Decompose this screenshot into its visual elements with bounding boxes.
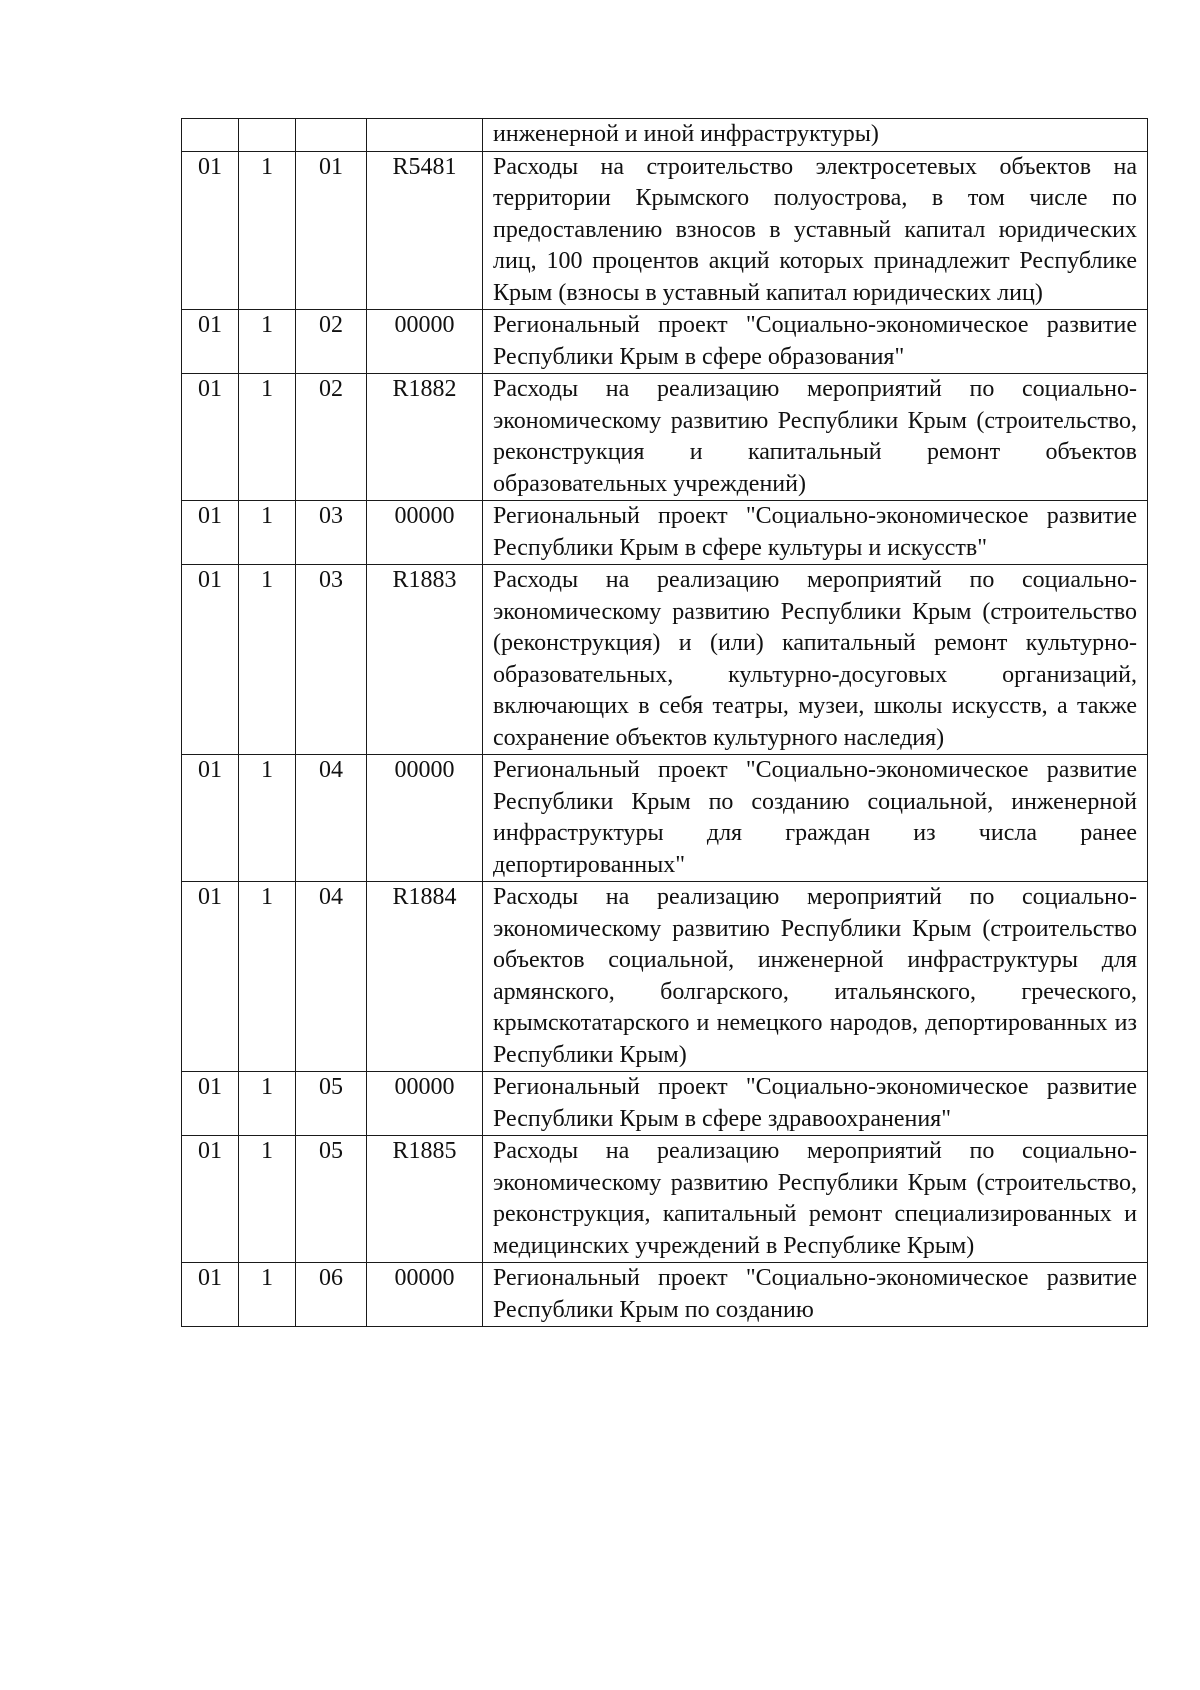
subprogram-code-cell: 1 <box>239 151 296 310</box>
table-row <box>182 1072 1148 1136</box>
event-code-cell: 06 <box>296 1263 367 1327</box>
direction-code-cell: R1883 <box>367 565 483 755</box>
subprogram-code-cell: 1 <box>239 374 296 501</box>
program-code-cell: 01 <box>182 565 239 755</box>
table-row <box>182 1263 1148 1327</box>
program-code-cell: 01 <box>182 882 239 1072</box>
event-code-cell <box>296 119 367 152</box>
subprogram-code-cell: 1 <box>239 1136 296 1263</box>
event-code-cell: 04 <box>296 882 367 1072</box>
budget-code-table <box>181 118 1148 1327</box>
direction-code-cell: 00000 <box>367 501 483 565</box>
program-code-cell: 01 <box>182 310 239 374</box>
subprogram-code-cell: 1 <box>239 882 296 1072</box>
table-row <box>182 565 1148 755</box>
direction-code-cell: R5481 <box>367 151 483 310</box>
event-code-cell: 02 <box>296 310 367 374</box>
subprogram-code-cell: 1 <box>239 1072 296 1136</box>
description-cell: Региональный проект "Социально-экономическое развитие Республики Крым по созданию <box>483 1263 1148 1327</box>
direction-code-cell: 00000 <box>367 310 483 374</box>
direction-code-cell: 00000 <box>367 755 483 882</box>
table-row <box>182 501 1148 565</box>
direction-code-cell: R1884 <box>367 882 483 1072</box>
event-code-cell: 05 <box>296 1136 367 1263</box>
description-cell: Расходы на реализацию мероприятий по социально-экономическому развитию Республики Крым (строительство, реконструкция и капитальный ремонт объектов образовательных учреждений) <box>483 374 1148 501</box>
table-row <box>182 755 1148 882</box>
program-code-cell: 01 <box>182 1072 239 1136</box>
event-code-cell: 01 <box>296 151 367 310</box>
subprogram-code-cell: 1 <box>239 755 296 882</box>
subprogram-code-cell: 1 <box>239 501 296 565</box>
description-cell: Региональный проект "Социально-экономическое развитие Республики Крым в сфере здравоохранения" <box>483 1072 1148 1136</box>
table-row <box>182 151 1148 310</box>
event-code-cell: 05 <box>296 1072 367 1136</box>
event-code-cell: 03 <box>296 565 367 755</box>
table-row <box>182 119 1148 152</box>
table-body <box>182 119 1148 1327</box>
table-row <box>182 374 1148 501</box>
description-cell: Региональный проект "Социально-экономическое развитие Республики Крым по созданию социальной, инженерной инфраструктуры для граждан из числа ранее депортированных" <box>483 755 1148 882</box>
description-cell: Расходы на реализацию мероприятий по социально-экономическому развитию Республики Крым (строительство, реконструкция, капитальный ремонт специализированных и медицинских учреждений в Республике Крым) <box>483 1136 1148 1263</box>
program-code-cell: 01 <box>182 1263 239 1327</box>
direction-code-cell <box>367 119 483 152</box>
description-cell: Региональный проект "Социально-экономическое развитие Республики Крым в сфере образования" <box>483 310 1148 374</box>
event-code-cell: 04 <box>296 755 367 882</box>
program-code-cell: 01 <box>182 1136 239 1263</box>
program-code-cell: 01 <box>182 755 239 882</box>
program-code-cell: 01 <box>182 151 239 310</box>
description-cell: Расходы на реализацию мероприятий по социально-экономическому развитию Республики Крым (строительство объектов социальной, инженерной инфраструктуры для армянского, болгарского, итальянского, греческого, крымскотатарского и немецкого народов, депортированных из Республики Крым) <box>483 882 1148 1072</box>
description-cell: инженерной и иной инфраструктуры) <box>483 119 1148 152</box>
subprogram-code-cell: 1 <box>239 310 296 374</box>
description-cell: Расходы на реализацию мероприятий по социально-экономическому развитию Республики Крым (строительство (реконструкция) и (или) капитальный ремонт культурно-образовательных, культурно-досуговых организаций, включающих в себя театры, музеи, школы искусств, а также сохранение объектов культурного наследия) <box>483 565 1148 755</box>
direction-code-cell: R1882 <box>367 374 483 501</box>
program-code-cell <box>182 119 239 152</box>
direction-code-cell: 00000 <box>367 1072 483 1136</box>
table-row <box>182 882 1148 1072</box>
program-code-cell: 01 <box>182 501 239 565</box>
event-code-cell: 02 <box>296 374 367 501</box>
subprogram-code-cell <box>239 119 296 152</box>
event-code-cell: 03 <box>296 501 367 565</box>
description-cell: Расходы на строительство электросетевых объектов на территории Крымского полуострова, в том числе по предоставлению взносов в уставный капитал юридических лиц, 100 процентов акций которых принадлежит Республике Крым (взносы в уставный капитал юридических лиц) <box>483 151 1148 310</box>
subprogram-code-cell: 1 <box>239 565 296 755</box>
description-cell: Региональный проект "Социально-экономическое развитие Республики Крым в сфере культуры и искусств" <box>483 501 1148 565</box>
direction-code-cell: R1885 <box>367 1136 483 1263</box>
table-row <box>182 310 1148 374</box>
subprogram-code-cell: 1 <box>239 1263 296 1327</box>
table-row <box>182 1136 1148 1263</box>
program-code-cell: 01 <box>182 374 239 501</box>
direction-code-cell: 00000 <box>367 1263 483 1327</box>
